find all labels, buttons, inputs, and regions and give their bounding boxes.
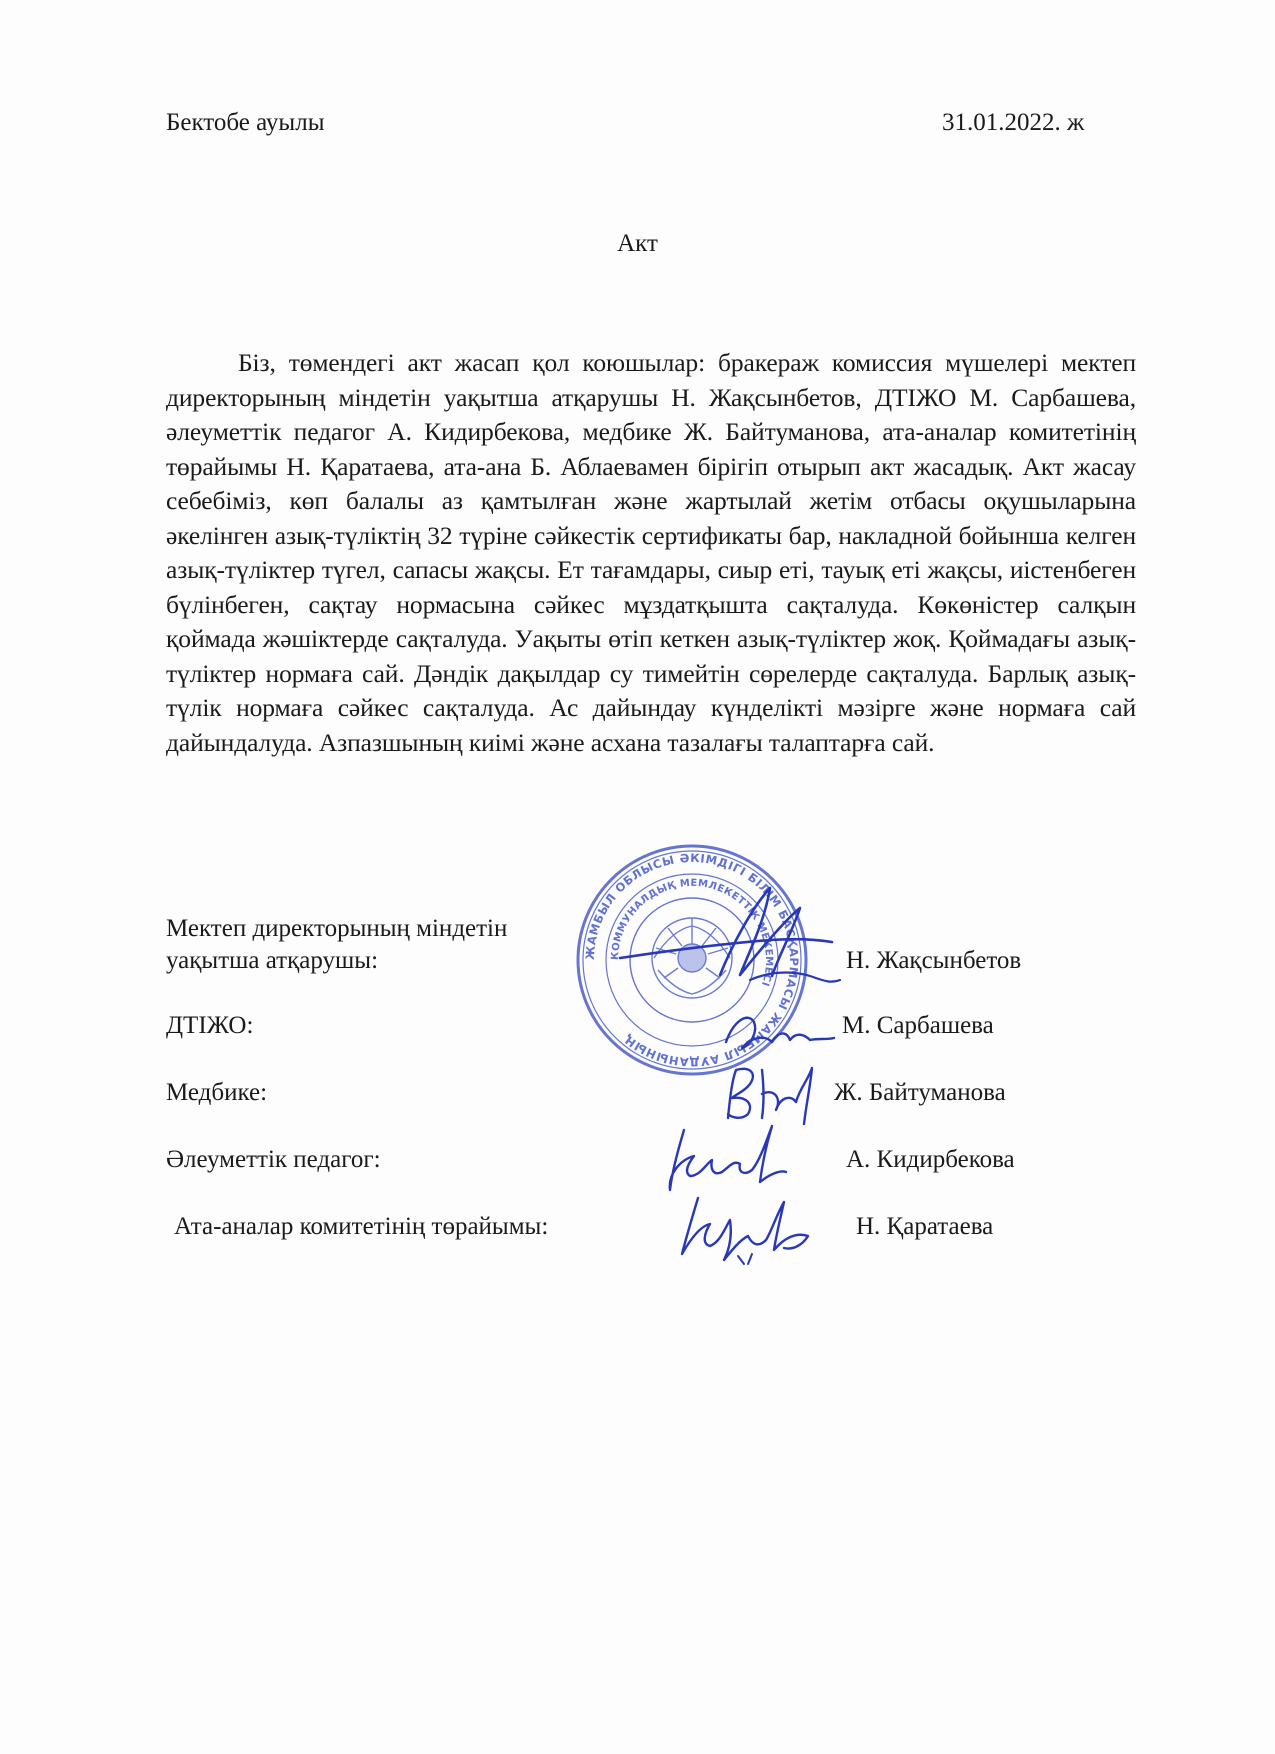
signatory-nurse-label: Медбике:: [166, 1079, 268, 1106]
signatory-director-name: Н. Жақсынбетов: [846, 947, 1022, 974]
social-pedagogue-signature: [660, 1120, 790, 1200]
parents-committee-signature: [668, 1190, 818, 1270]
dtizho-signature: [720, 1002, 840, 1062]
stamp-inner-text: КОММУНАЛДЫҚ МЕМЛЕКЕТТІК МЕКЕМЕСІ: [609, 877, 775, 988]
signatory-parents-committee-name: Н. Қаратаева: [856, 1213, 994, 1240]
signatory-social-pedagogue-name: А. Кидирбекова: [846, 1146, 1015, 1173]
director-signature: [600, 877, 850, 990]
nurse-signature: [718, 1058, 818, 1128]
signatory-nurse-name: Ж. Байтуманова: [834, 1079, 1006, 1106]
document-date: 31.01.2022. ж: [942, 109, 1085, 136]
signatory-director-label-line2: уақытша атқарушы:: [166, 947, 379, 974]
document-place: Бектобе ауылы: [166, 109, 325, 136]
signatory-director-label-line1: Мектеп директорының міндетін: [166, 915, 508, 942]
signatory-social-pedagogue-label: Әлеуметтік педагог:: [166, 1146, 381, 1173]
stamp-outer-text: ЖАМБЫЛ ОБЛЫСЫ ӘКІМДІГІ БІЛІМ БАСҚАРМАСЫ ЖАМБЫЛ АУДАНЫНЫҢ: [582, 850, 802, 1070]
signatory-dtizho-label: ДТІЖО:: [166, 1012, 254, 1039]
document-title: Акт: [617, 230, 658, 257]
signatory-parents-committee-label: Ата-аналар комитетінің төрайымы:: [174, 1213, 549, 1240]
signatory-director-label: [166, 913, 507, 977]
signatory-dtizho-name: М. Сарбашева: [842, 1012, 994, 1039]
document-body: Біз, төмендегі акт жасап қол коюшылар: бракераж комиссия мүшелері мектеп директорының міндетін уақытша атқарушы Н. Жақсынбетов, ДТІЖО М. Сарбашева, әлеуметтік педагог А. Кидирбекова, медбике Ж. Байтуманова, ата-аналар комитетінің төрайымы Н. Қаратаева, ата-ана Б. Аблаевамен бірігіп отырып акт жасадық. Акт жасау себебіміз, көп балалы аз қамтылған және жартылай жетім отбасы оқушыларына әкелінген азық-түліктің 32 түріне сәйкестік сертификаты бар, накладной бойынша келген азық-түліктер түгел, сапасы жақсы. Ет тағамдары, сиыр еті, тауық еті жақсы, иістенбеген бүлінбеген, сақтау нормасына сәйкес мұздатқышта сақталуда. Көкөністер салқын қоймада жәшіктерде сақталуда. Уақыты өтіп кеткен азық-түліктер жоқ. Қоймадағы азық-түліктер нормаға сай. Дәндік дақылдар су тимейтін сөрелерде сақталуда. Барлық азық-түлік нормаға сәйкес сақталуда. Ас дайындау күнделікті мәзірге және нормаға сай дайындалуда. Азпазшының киімі және асхана тазалағы талаптарға сай.: [166, 348, 1136, 757]
